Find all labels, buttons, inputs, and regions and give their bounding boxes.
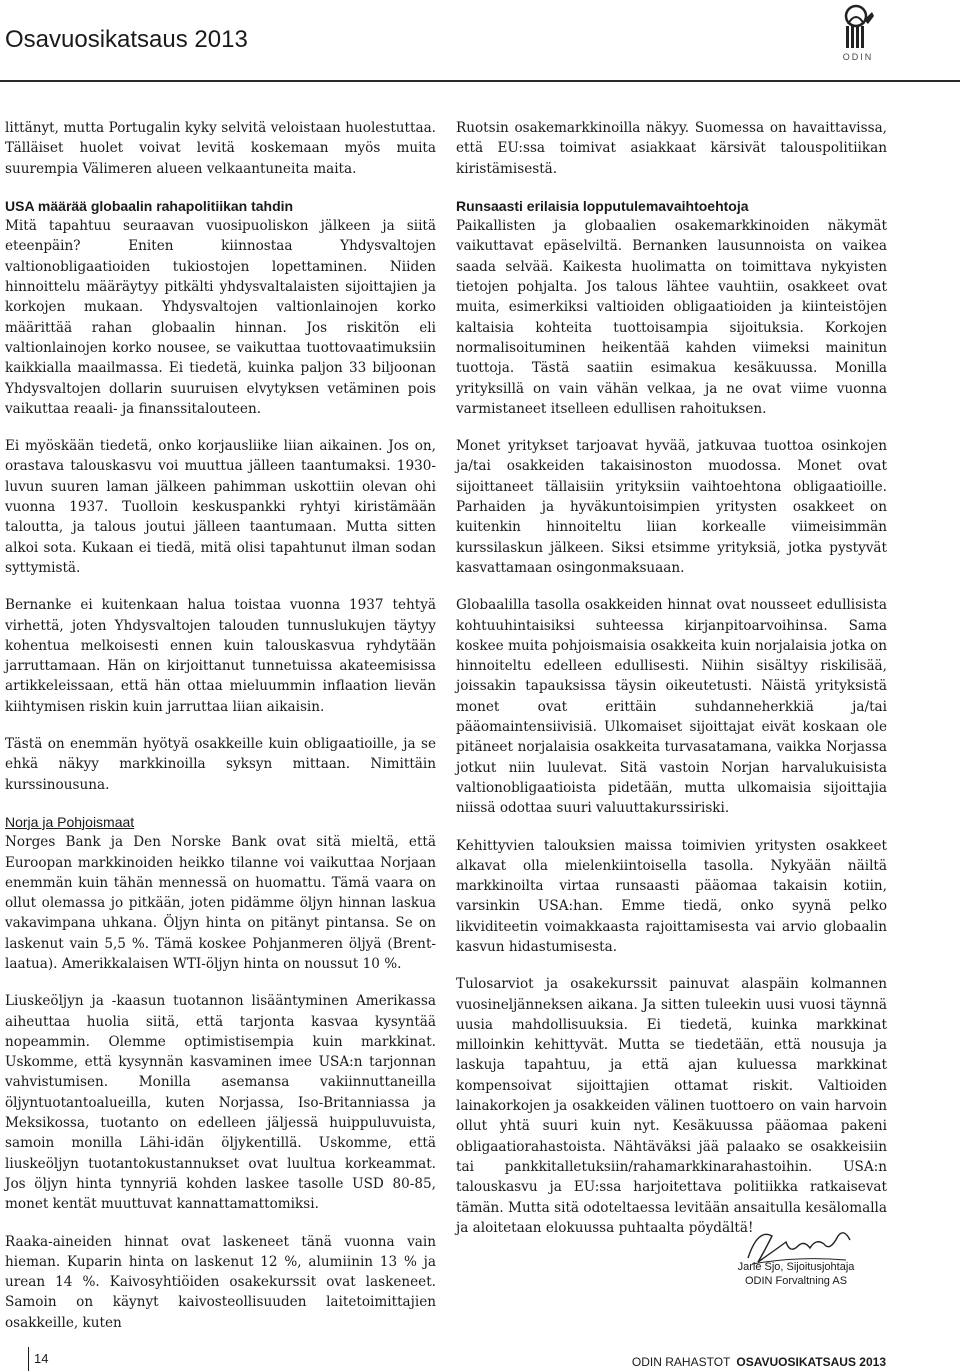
paragraph: Globaalilla tasolla osakkeiden hinnat ovat nousseet edullisista kohtuuhintaisiksi suhteessa kirjanpitoarvoihinsa. Sama koskee muita pohjoismaisia osakkeita kuin norjalaisia jotka on hinnoiteltu edelleen edullisesti. Niihin sisältyy riskilisää, joissakin tapauksissa täysin oikeutetusti. Näistä yrityksistä monet ovat erittäin suhdanneherkkiä ja/tai pääomaintensiivisiä. Ulkomaiset sijoittajat eivät koskaan ole pitäneet norjalaisia osakkeita turvasatamana, vaikka Norjassa jotkut niin luulevat. Sitä vastoin Norjan harvalukuisista valtionobligaatioista pidetään, mutta ulkomaisia sijoittajia niissä odottaa suuri valuuttakurssiriski.: [456, 597, 887, 817]
paragraph: littänyt, mutta Portugalin kyky selvitä veloistaan huolestuttaa. Tälläiset huolet voivat levitä koskemaan myös muita suurempia Välimeren alueen velkaantuneita maita.: [5, 120, 436, 177]
page-title: Osavuosikatsaus 2013: [5, 26, 248, 53]
paragraph: Paikallisten ja globaalien osakemarkkinoiden näkymät vaikuttavat epäselviltä. Bernanken lausunnoista on vaikea saada selvää. Kaikesta huolimatta on toimittava nykyisten tietojen pohjalta. Jos talous lähtee vauhtiin, osakkeet ovat muita, esimerkiksi valtioiden obligaatioiden ja kiinteistöjen kaltaisia kohteita tuottoisampia sijoituksia. Korkojen normalisoituminen heikentää kahden viimeksi mainitun tuottoja. Tästä saatiin esimakua kesäkuussa. Monilla yrityksillä on vain vähän velkaa, ja ne ovat viime vuonna varmistaneet itselleen edullisen rahoituksen.: [456, 218, 887, 417]
signature-caption: [716, 1260, 876, 1288]
page-number: 14: [34, 1351, 49, 1366]
page-header: [0, 0, 960, 82]
paragraph: Tästä on enemmän hyötyä osakkeille kuin obligaatioille, ja se ehkä näkyy markkinoilla syksyn mittaan. Nimittäin kurssinousuna.: [5, 736, 436, 793]
paragraph: Raaka-aineiden hinnat ovat laskeneet tänä vuonna vain hieman. Kuparin hinta on laskenut 12 %, alumiinin 13 % ja urean 14 %. Kaivosyhtiöiden osakekurssit ovat laskeneet. Samoin on käynyt kaivosteollisuuden laitetoimittajien osakkeille, kuten: [5, 1233, 436, 1331]
signer-name: Jarle Sjo, Sijoitusjohtaja: [737, 1261, 855, 1273]
paragraph: Mitä tapahtuu seuraavan vuosipuoliskon jälkeen ja siitä eteenpäin? Eniten kiinnostaa Yhdysvaltojen valtionobligaatioiden tukiostojen lopettaminen. Niiden hinnoittelu määräytyy pitkälti yhdysvaltalaisten sijoittajien ja korkojen mukaan. Yhdysvaltojen valtionlainojen korko määrittää rahan globaalin hinnan. Jos riskitön eli valtionlainojen korko nousee, se vaikuttaa tuottovaatimuksiin kaikkialla maailmassa. Ei tiedetä, kuinka paljon 33 biljoonan Yhdysvaltojen dollarin suuruisen elvytyksen vetäminen pois vaikuttaa reaali- ja finanssitalouteen.: [5, 218, 436, 417]
paragraph: Kehittyvien talouksien maissa toimivien yritysten osakkeet alkavat olla mielenkiintoisella tasolla. Nykyään näiltä markkinoilta virtaa runsaasti pääomaa takaisin kotiin, varsinkin USA:han. Emme tiedä, onko syynä pelko likviditeetin voimakkaasta rajoittamisesta vai arvio globaalin kasvun hidastumisesta.: [456, 837, 887, 955]
footer-publisher: ODIN RAHASTOT: [631, 1355, 731, 1369]
footer-right: [632, 1355, 886, 1369]
paragraph: Ei myöskään tiedetä, onko korjausliike liian aikainen. Jos on, orastava talouskasvu voi muuttua jälleen taantumaksi. 1930-luvun suuren laman jälkeen pahimman uskottiin olevan ohi vuonna 1937. Tuolloin keskuspankki ryhtyi kiristämään taloutta, ja talous joutui jälleen taantumaan. Mutta sitten alkoi sota. Kukaan ei tiedä, mitä olisi tapahtunut ilman sodan syttymistä.: [5, 438, 436, 576]
left-column: [5, 118, 436, 1350]
paragraph: Monet yritykset tarjoavat hyvää, jatkuvaa tuottoa osinkojen ja/tai osakkeiden takaisinoston muodossa. Monet ovat sijoittaneet tällaisiin yrityksiin vaihtoehtona obligaatioille. Parhaiden ja hyväkuntoisimpien yritysten osakkeet on kuitenkin hinnoiteltu liian korkealle viimeisimmän kurssilaskun jälkeen. Siksi etsimme yrityksiä, jotka pystyvät kasvattamaan osingonmaksuaan.: [456, 438, 887, 576]
paragraph: Liuskeöljyn ja -kaasun tuotannon lisääntyminen Amerikassa aiheuttaa huolia siitä, että tarjonta kasvaa kysyntää nopeammin. Olemme optimistisempia kuin markkinat. Uskomme, että kysynnän kasvaminen imee USA:n tarjonnan vahvistumisen. Monilla asemansa vakiinnuttaneilla öljyntuotantoalueilla, kuten Norjassa, Iso-Britanniassa ja Meksikossa, tuotanto on edelleen jäljessä huippuluvuista, samoin monilla Lähi-idän öljykentillä. Uskomme, että liuskeöljyn tuotantokustannukset ovat luultua korkeammat. Jos öljyn hinta tynnyriä kohden laskee tasolle USD 80-85, monet kentät muuttuvat kannattamattomiksi.: [5, 993, 436, 1213]
paragraph: Tulosarviot ja osakekurssit painuvat alaspäin kolmannen vuosineljänneksen aikana. Ja sitten tuleekin uusi vuosi täynnä uusia mahdollisuuksia. Ei tiedetä, kuinka markkinat milloinkin kehittyvät. Mutta se tiedetään, että nousuja ja laskuja tapahtuu, ja että ajan kuluessa markkinat kompensoivat sijoittajien ottamat riskit. Valtioiden lainakorkojen ja osakkeiden välinen tuottoero on vain harvoin ollut yhtä suuri kuin nyt. Kesäkuussa pääomaa pakeni obligaatiorahastoista. Nähtäväksi jää palaako se osakkeisiin tai pankkitalletuksiin/rahamarkkinarahastoihin. USA:n talouskasvu ja EU:ssa harjoitettava politiikka ratkaisevat tämän. Mutta sitä odoteltaessa levitään ansaitulla kesälomalla ja aloitetaan elokuussa puhtaalta pöydältä!: [456, 976, 887, 1236]
paragraph: Norges Bank ja Den Norske Bank ovat sitä mieltä, että Euroopan markkinoiden heikko tilanne voi vaikuttaa Norjaan enemmän kuin tähän mennessä on huomattu. Tämä vaara on ollut olemassa jo pitkään, joten pidämme öljyn hinnan laskua vakavimpana uhkana. Öljyn hinta on pitänyt pintansa. Se on laskenut vain 5,5 %. Tämä koskee Pohjanmeren öljyä (Brent-laatua). Amerikkalaisen WTI-öljyn hinta on noussut 10 %.: [5, 834, 436, 972]
right-column: [456, 118, 887, 1255]
section-heading: USA määrää globaalin rahapolitiikan tahdin: [5, 197, 294, 214]
paragraph: Bernanke ei kuitenkaan halua toistaa vuonna 1937 tehtyä virhettä, joten Yhdysvaltojen talouden tunnuslukujen täytyy kohentua melkoisesti ennen kuin talouskasvua ryhdytään jarruttamaan. Hän on kirjoittanut tunnetuissa akateemisissa artikkeleissaan, että hän ottaa mieluummin inflaation lievän kiihtymisen riskin kuin jarruttaa liian aikaisin.: [5, 597, 436, 715]
paragraph: Ruotsin osakemarkkinoilla näkyy. Suomessa on havaittavissa, että EU:ssa toimivat asiakkaat kärsivät talouspolitiikan kiristämisestä.: [456, 120, 887, 177]
logo-text: ODIN: [842, 52, 874, 62]
section-heading: Runsaasti erilaisia lopputulemavaihtoehtoja: [456, 197, 749, 214]
section-heading: Norja ja Pohjoismaat: [5, 813, 135, 830]
signer-company: ODIN Forvaltning AS: [744, 1275, 848, 1287]
footer-doc-title: OSAVUOSIKATSAUS 2013: [736, 1355, 886, 1369]
